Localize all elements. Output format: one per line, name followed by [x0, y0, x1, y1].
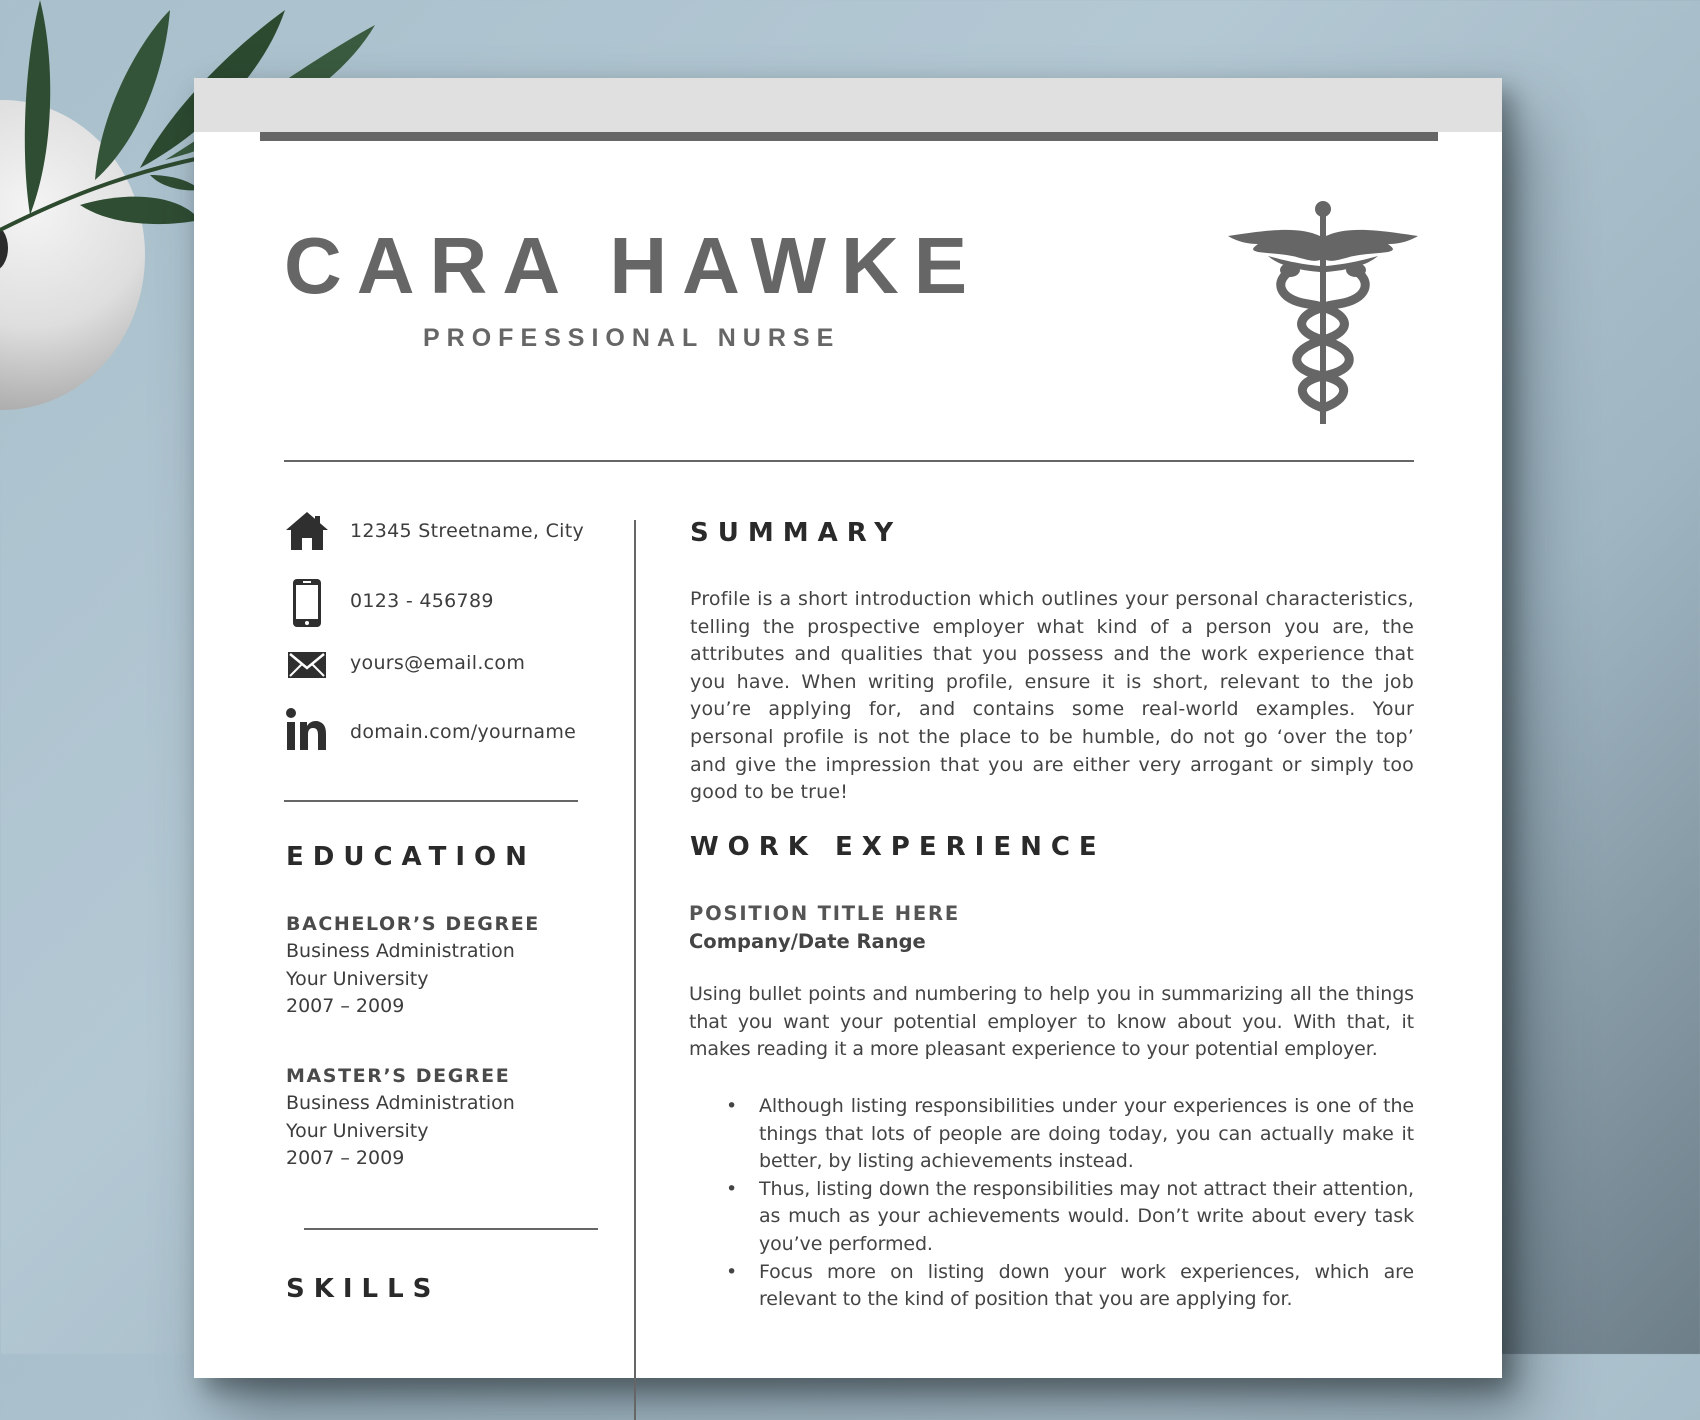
bullet-text: Thus, listing down the responsibilities may not attract their attention, as much as your achievements would. Don’t write about every task you’ve performed.: [759, 1177, 1414, 1255]
envelope-icon: [284, 644, 330, 688]
degree-field: Business Administration: [286, 940, 515, 962]
list-item: [689, 1259, 1414, 1314]
contact-linkedin: [284, 706, 614, 756]
bullet-text: Although listing responsibilities under your experiences is one of the things that lots of people are doing today, you can actually make it better, by listing achievements instead.: [759, 1095, 1414, 1173]
email-text: yours@email.com: [350, 652, 526, 674]
degree-years: 2007 – 2009: [286, 1147, 405, 1169]
contact-phone: [284, 578, 614, 628]
degree-title: MASTER’S DEGREE: [286, 1065, 511, 1087]
bullet-icon: •: [726, 1177, 738, 1200]
bullet-icon: •: [726, 1260, 738, 1283]
header-rule: [260, 132, 1438, 141]
caduceus-icon: [1228, 200, 1418, 432]
resume-page: [194, 78, 1502, 1378]
achievement-list: [689, 1093, 1414, 1314]
linkedin-icon: [284, 706, 330, 756]
bullet-text: Focus more on listing down your work experiences, which are relevant to the kind of position that you are applying for.: [759, 1260, 1414, 1311]
home-icon: [284, 510, 330, 554]
bullet-icon: •: [726, 1095, 738, 1117]
degree-title: BACHELOR’S DEGREE: [286, 913, 540, 935]
contact-address: [284, 510, 614, 554]
summary-heading: SUMMARY: [690, 518, 903, 548]
position-title: POSITION TITLE HERE: [689, 902, 960, 925]
header-band: [194, 78, 1502, 132]
degree-field: Business Administration: [286, 1092, 515, 1114]
linkedin-text: domain.com/yourname: [350, 721, 577, 743]
degree-years: 2007 – 2009: [286, 995, 405, 1017]
degree-school: Your University: [286, 967, 429, 990]
work-description: Using bullet points and numbering to help you in summarizing all the things that you want your potential employer to know about you. With that, it makes reading it a more pleasant experience to your potential employer.: [689, 983, 1414, 1061]
phone-text: 0123 - 456789: [350, 590, 494, 612]
column-divider: [634, 520, 636, 1420]
education-heading: EDUCATION: [286, 842, 536, 872]
summary-text: Profile is a short introduction which outlines your personal characteristics, telling the prospective employer what kind of a person you are, the attributes and qualities that you possess and the work experience that you have. When writing profile, ensure it is short, relevant to the job you’re applying for, and contains some real-world examples. Your personal profile is not the place to be humble, do not go ‘over the top’ and give the impression that you are either very arrogant or simply too good to be true!: [690, 588, 1414, 804]
education-divider: [304, 1228, 598, 1230]
degree-school: Your University: [286, 1119, 429, 1142]
work-experience-heading: WORK EXPERIENCE: [690, 832, 1106, 862]
education-item: [286, 1062, 606, 1173]
header-divider: [284, 460, 1414, 462]
list-item: [689, 1176, 1414, 1259]
contact-email: [284, 644, 614, 688]
list-item: [689, 1093, 1414, 1176]
contact-divider: [284, 800, 578, 802]
resume-name: CARA HAWKE: [284, 221, 983, 310]
company-date-range: Company/Date Range: [689, 930, 926, 953]
education-item: [286, 910, 606, 1021]
job-title: PROFESSIONAL NURSE: [423, 324, 841, 352]
address-text: 12345 Streetname, City: [350, 520, 585, 542]
skills-heading: SKILLS: [286, 1274, 441, 1304]
mobile-phone-icon: [284, 578, 330, 628]
